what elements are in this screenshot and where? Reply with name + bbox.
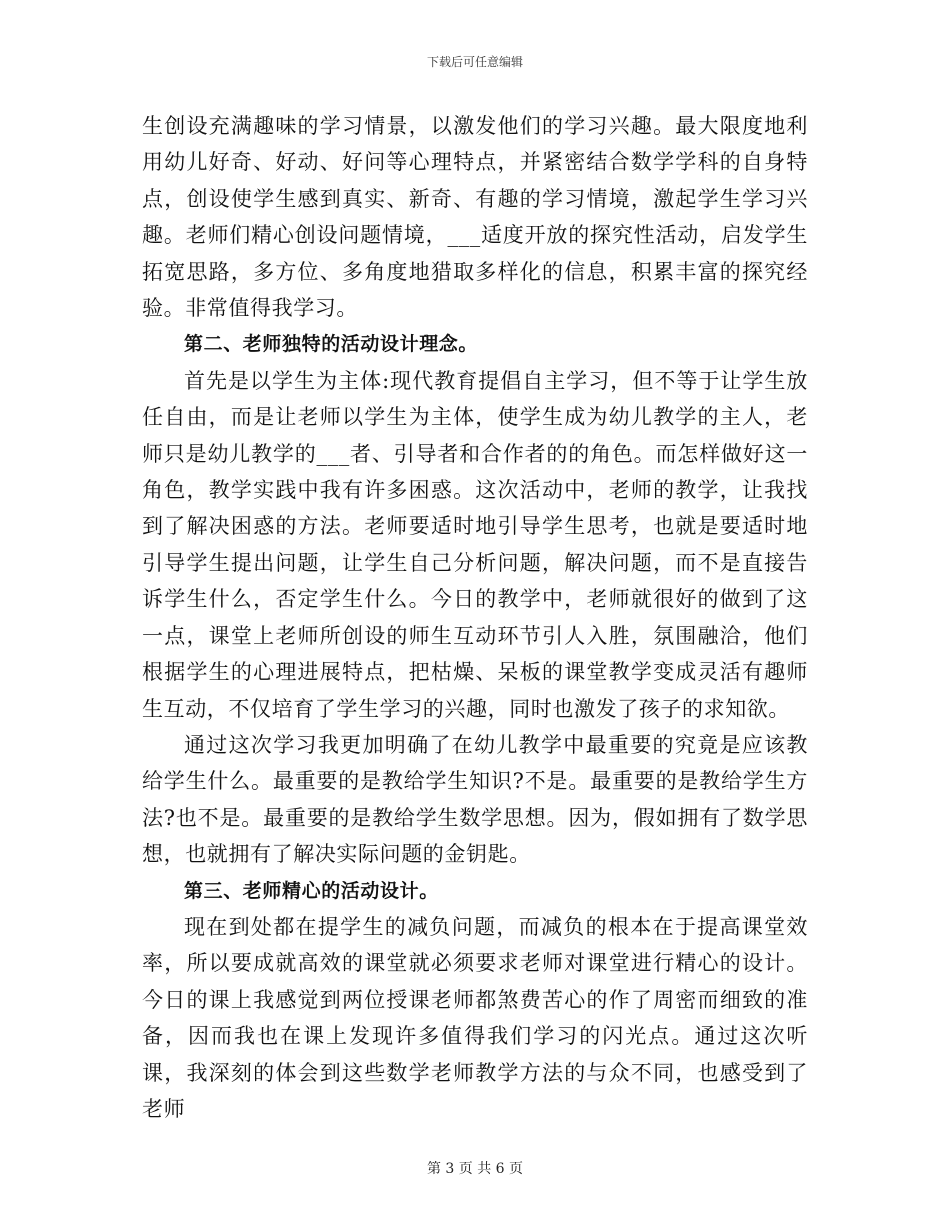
- document-body: [142, 108, 808, 1127]
- page-footer: 第 3 页 共 6 页: [426, 1161, 524, 1177]
- paragraph-3: 通过这次学习我更加明确了在幼儿教学中最重要的究竟是应该教给学生什么。最重要的是教给学生知识?不是。最重要的是教给学生方法?也不是。最重要的是教给学生数学思想。因为，假如拥有了数学思想，也就拥有了解决实际问题的金钥匙。: [142, 732, 808, 867]
- paragraph-2: 首先是以学生为主体:现代教育提倡自主学习，但不等于让学生放任自由，而是让老师以学生为主体，使学生成为幼儿教学的主人，老师只是幼儿教学的___者、引导者和合作者的的角色。而怎样做好这一角色，教学实践中我有许多困惑。这次活动中，老师的教学，让我找到了解决困惑的方法。老师要适时地引导学生思考，也就是要适时地引导学生提出问题，让学生自己分析问题，解决问题，而不是直接告诉学生什么，否定学生什么。今日的教学中，老师就很好的做到了这一点，课堂上老师所创设的师生互动环节引人入胜，氛围融洽，他们根据学生的心理进展特点，把枯燥、呆板的课堂教学变成灵活有趣师生互动，不仅培育了学生学习的兴趣，同时也激发了孩子的求知欲。: [142, 368, 808, 721]
- paragraph-4: 现在到处都在提学生的减负问题，而减负的根本在于提高课堂效率，所以要成就高效的课堂就必须要求老师对课堂进行精心的设计。今日的课上我感觉到两位授课老师都煞费苦心的作了周密而细致的准备，因而我也在课上发现许多值得我们学习的闪光点。通过这次听课，我深刻的体会到这些数学老师教学方法的与众不同，也感受到了老师: [142, 914, 808, 1121]
- section-heading-3: 第三、老师精心的活动设计。: [184, 879, 439, 902]
- page-header: 下载后可任意编辑: [426, 55, 523, 69]
- paragraph-1: 生创设充满趣味的学习情景，以激发他们的学习兴趣。最大限度地利用幼儿好奇、好动、好问等心理特点，并紧密结合数学学科的自身特点，创设使学生感到真实、新奇、有趣的学习情境，激起学生学习兴趣。老师们精心创设问题情境，___适度开放的探究性活动，启发学生拓宽思路，多方位、多角度地猎取多样化的信息，积累丰富的探究经验。非常值得我学习。: [142, 114, 808, 321]
- section-heading-2: 第二、老师独特的活动设计理念。: [184, 333, 479, 356]
